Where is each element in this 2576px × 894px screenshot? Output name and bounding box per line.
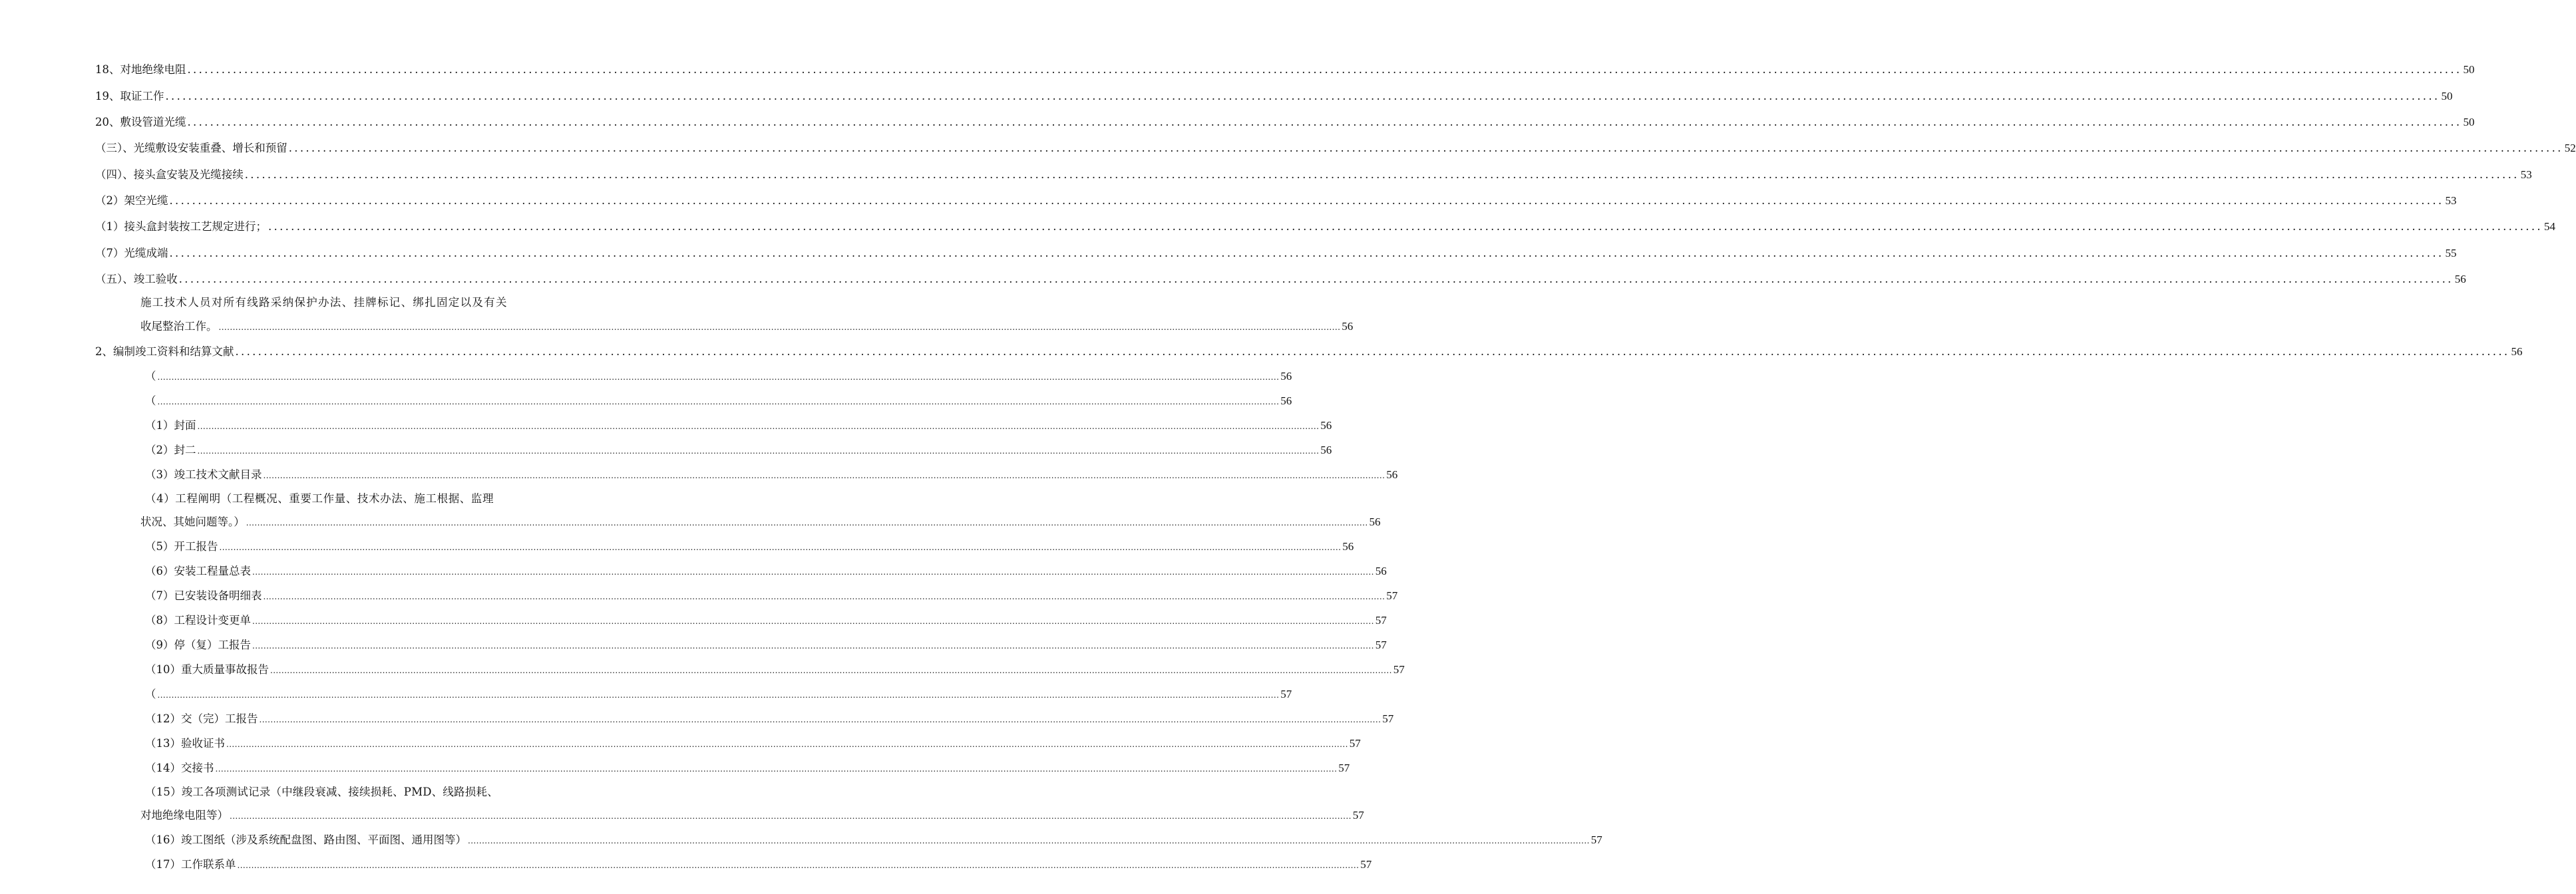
toc-entry-title: （10）重大质量事故报告 — [145, 663, 269, 676]
toc-page-number: 56 — [1375, 565, 1387, 577]
toc-page-number: 56 — [1342, 320, 1354, 333]
toc-entry[interactable] — [145, 589, 1398, 603]
toc-entry-title: （四）、接头盒安装及光缆接续 — [95, 168, 244, 181]
toc-entry-title: （ — [145, 370, 156, 382]
toc-leader-dots: ................................................................................................................................................................................................................................................................................................................................................................................................................ — [226, 740, 1348, 749]
toc-leader-dots: ................................................................................................................................................................................................................................................................................................................................................................................................................ — [165, 90, 2440, 102]
toc-entry-title-line2: 收尾整治工作。 — [140, 320, 218, 333]
toc-entry-title: （ — [145, 688, 156, 700]
toc-entry-title: 19、取证工作 — [95, 90, 164, 102]
toc-leader-dots: ................................................................................................................................................................................................................................................................................................................................................................................................................ — [215, 764, 1338, 774]
toc-entry-title: （5）开工报告 — [145, 540, 218, 553]
toc-leader-dots: ................................................................................................................................................................................................................................................................................................................................................................................................................ — [237, 861, 1360, 870]
toc-page-number: 56 — [2511, 345, 2523, 358]
toc-page-number: 57 — [1280, 688, 1292, 700]
toc-entry-title: （7）已安装设备明细表 — [145, 589, 262, 602]
toc-leader-dots: ................................................................................................................................................................................................................................................................................................................................................................................................................ — [259, 715, 1381, 724]
toc-page-number: 57 — [1590, 833, 1602, 846]
toc-entry-title: （1）接头盒封装按工艺规定进行； — [95, 220, 267, 233]
toc-entry[interactable] — [140, 296, 1354, 334]
toc-page-number: 56 — [2454, 273, 2466, 285]
toc-entry[interactable] — [145, 370, 1292, 384]
toc-entry[interactable] — [145, 639, 1387, 653]
toc-entry[interactable] — [145, 833, 1602, 847]
toc-entry[interactable] — [95, 247, 2457, 260]
toc-leader-dots: ................................................................................................................................................................................................................................................................................................................................................................................................................ — [169, 194, 2444, 207]
toc-entry-title-line2: 对地绝缘电阻等） — [140, 809, 228, 821]
toc-entry[interactable] — [95, 345, 2523, 359]
toc-page-number: 53 — [2445, 194, 2457, 207]
toc-leader-dots: ................................................................................................................................................................................................................................................................................................................................................................................................................ — [187, 63, 2462, 76]
toc-entry-title: （1）封面 — [145, 419, 196, 432]
toc-entry[interactable] — [95, 194, 2457, 208]
toc-leader-dots: ................................................................................................................................................................................................................................................................................................................................................................................................................ — [246, 518, 1368, 527]
toc-leader-dots: ................................................................................................................................................................................................................................................................................................................................................................................................................ — [244, 168, 2519, 181]
toc-page-number: 57 — [1375, 614, 1387, 627]
toc-entry-title: （17）工作联系单 — [145, 858, 236, 871]
toc-leader-dots: ................................................................................................................................................................................................................................................................................................................................................................................................................ — [178, 273, 2454, 285]
toc-entry-title: （2）架空光缆 — [95, 194, 168, 207]
toc-entry-title: （16）竣工图纸（涉及系统配盘图、路由图、平面图、通用图等） — [145, 833, 466, 846]
toc-entry-title: （14）交接书 — [145, 762, 214, 774]
toc-entry-title: （13）验收证书 — [145, 737, 225, 750]
toc-page-number: 50 — [2463, 63, 2475, 76]
toc-page-number: 56 — [1369, 516, 1381, 528]
toc-entry-title: （12）交（完）工报告 — [145, 712, 258, 725]
toc-entry[interactable] — [145, 468, 1398, 482]
toc-entry-title: （7）光缆成端 — [95, 247, 168, 259]
toc-leader-dots: ................................................................................................................................................................................................................................................................................................................................................................................................................ — [157, 372, 1280, 382]
toc-entry[interactable] — [95, 220, 2555, 233]
toc-entry[interactable] — [95, 142, 2576, 155]
toc-leader-dots: ................................................................................................................................................................................................................................................................................................................................................................................................................ — [252, 617, 1374, 626]
toc-entry-title-line1: （4）工程阐明（工程概况、重要工作量、技术办法、施工根据、监理 — [145, 492, 494, 505]
toc-page-number: 53 — [2520, 168, 2532, 181]
toc-leader-dots: ................................................................................................................................................................................................................................................................................................................................................................................................................ — [268, 220, 2543, 233]
toc-entry[interactable] — [95, 168, 2532, 182]
toc-entry[interactable] — [145, 737, 1361, 751]
toc-leader-dots: ................................................................................................................................................................................................................................................................................................................................................................................................................ — [288, 142, 2563, 154]
toc-entry[interactable] — [145, 663, 1405, 677]
toc-entry[interactable] — [145, 762, 1350, 776]
toc-page-number: 50 — [2441, 90, 2453, 102]
toc-leader-dots: ................................................................................................................................................................................................................................................................................................................................................................................................................ — [235, 345, 2510, 358]
toc-page-number: 57 — [1393, 663, 1405, 676]
toc-entry-title-line2: 状况、其她问题等。） — [140, 516, 245, 528]
toc-entry-title: （6）安装工程量总表 — [145, 565, 251, 577]
toc-entry[interactable] — [145, 712, 1394, 726]
toc-entry-title: 2、编制竣工资料和结算文献 — [95, 345, 234, 358]
toc-leader-dots: ................................................................................................................................................................................................................................................................................................................................................................................................................ — [197, 422, 1320, 431]
toc-entry[interactable] — [145, 444, 1332, 458]
toc-page-number: 50 — [2463, 116, 2475, 128]
toc-entry-title: （8）工程设计变更单 — [145, 614, 251, 627]
toc-leader-dots: ................................................................................................................................................................................................................................................................................................................................................................................................................ — [270, 666, 1392, 675]
toc-page-number: 52 — [2564, 142, 2576, 154]
toc-leader-dots: ................................................................................................................................................................................................................................................................................................................................................................................................................ — [169, 247, 2444, 259]
toc-entry[interactable] — [145, 394, 1292, 408]
toc-leader-dots: ................................................................................................................................................................................................................................................................................................................................................................................................................ — [263, 592, 1385, 601]
toc-page-number: 56 — [1320, 419, 1332, 432]
toc-page-number: 56 — [1342, 540, 1354, 553]
toc-page-number: 56 — [1320, 444, 1332, 456]
toc-entry[interactable] — [95, 116, 2475, 129]
toc-entry[interactable] — [95, 273, 2466, 286]
toc-entry[interactable] — [145, 419, 1332, 433]
toc-page-number: 57 — [1386, 589, 1398, 602]
toc-leader-dots: ................................................................................................................................................................................................................................................................................................................................................................................................................ — [157, 690, 1280, 700]
toc-leader-dots: ................................................................................................................................................................................................................................................................................................................................................................................................................ — [252, 567, 1374, 577]
toc-entry-title: （3）竣工技术文献目录 — [145, 468, 262, 481]
toc-entry[interactable] — [145, 540, 1354, 554]
toc-entry[interactable] — [145, 688, 1292, 702]
toc-entry-title: 18、对地绝缘电阻 — [95, 63, 186, 76]
toc-leader-dots: ................................................................................................................................................................................................................................................................................................................................................................................................................ — [252, 641, 1374, 651]
toc-leader-dots: ................................................................................................................................................................................................................................................................................................................................................................................................................ — [219, 543, 1342, 552]
toc-entry[interactable] — [145, 565, 1387, 579]
toc-page-number: 56 — [1280, 370, 1292, 382]
toc-page-number: 57 — [1360, 858, 1372, 871]
toc-entry-title: （9）停（复）工报告 — [145, 639, 251, 651]
toc-page-number: 55 — [2445, 247, 2457, 259]
toc-leader-dots: ................................................................................................................................................................................................................................................................................................................................................................................................................ — [197, 446, 1320, 456]
toc-entry[interactable] — [95, 63, 2475, 76]
toc-entry-title: 20、敷设管道光缆 — [95, 116, 186, 128]
toc-leader-dots: ................................................................................................................................................................................................................................................................................................................................................................................................................ — [157, 397, 1280, 406]
toc-entry[interactable] — [95, 90, 2453, 103]
toc-page-number: 57 — [1382, 712, 1394, 725]
toc-entry-title: （2）封二 — [145, 444, 196, 456]
toc-leader-dots: ................................................................................................................................................................................................................................................................................................................................................................................................................ — [187, 116, 2462, 128]
toc-page-number: 57 — [1338, 762, 1350, 774]
toc-page-number: 56 — [1386, 468, 1398, 481]
toc-page-number: 54 — [2543, 220, 2555, 233]
toc-entry-title: （五）、竣工验收 — [95, 273, 178, 285]
toc-entry-title-line1: （15）竣工各项测试记录（中继段衰减、接续损耗、PMD、线路损耗、 — [145, 786, 498, 798]
toc-entry[interactable] — [145, 614, 1387, 628]
toc-entry-title: （三）、光缆敷设安装重叠、增长和预留 — [95, 142, 287, 154]
toc-page-number: 57 — [1352, 809, 1364, 821]
toc-leader-dots: ................................................................................................................................................................................................................................................................................................................................................................................................................ — [230, 812, 1352, 821]
toc-page-number: 57 — [1349, 737, 1361, 750]
toc-entry[interactable] — [145, 858, 1372, 872]
toc-page-number: 57 — [1375, 639, 1387, 651]
toc-leader-dots: ................................................................................................................................................................................................................................................................................................................................................................................................................ — [263, 471, 1385, 480]
toc-entry[interactable] — [140, 492, 1381, 529]
toc-entry-title: （ — [145, 394, 156, 407]
toc-leader-dots: ................................................................................................................................................................................................................................................................................................................................................................................................................ — [468, 836, 1590, 845]
toc-leader-dots: ................................................................................................................................................................................................................................................................................................................................................................................................................ — [218, 323, 1341, 332]
toc-entry[interactable] — [140, 786, 1364, 823]
toc-page-number: 56 — [1280, 394, 1292, 407]
toc-entry-title-line1: 施工技术人员对所有线路采纳保护办法、挂牌标记、绑扎固定以及有关 — [140, 296, 508, 309]
